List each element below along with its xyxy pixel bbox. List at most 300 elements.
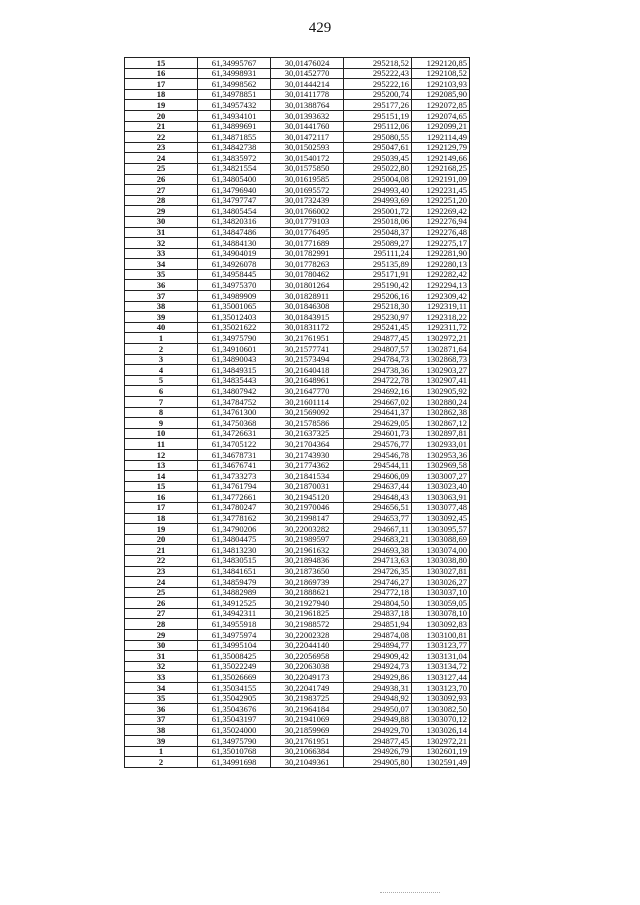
y-coordinate-cell: 1303063,91 [412, 492, 470, 503]
table-row [125, 68, 470, 79]
point-number-cell: 22 [125, 555, 198, 566]
table-row [125, 693, 470, 704]
y-coordinate-cell: 1303027,81 [412, 566, 470, 577]
y-coordinate-cell: 1292281,90 [412, 248, 470, 259]
latitude-cell: 61,34805400 [198, 174, 271, 185]
x-coordinate-cell: 295022,80 [344, 163, 412, 174]
y-coordinate-cell: 1303123,77 [412, 640, 470, 651]
longitude-cell: 30,21927940 [271, 598, 344, 609]
longitude-cell: 30,21637325 [271, 428, 344, 439]
latitude-cell: 61,34847486 [198, 227, 271, 238]
y-coordinate-cell: 1292074,65 [412, 110, 470, 121]
x-coordinate-cell: 294772,18 [344, 587, 412, 598]
table-row [125, 322, 470, 333]
x-coordinate-cell: 295206,16 [344, 291, 412, 302]
table-row [125, 524, 470, 535]
table-row [125, 58, 470, 69]
table-row [125, 89, 470, 100]
latitude-cell: 61,34797747 [198, 195, 271, 206]
y-coordinate-cell: 1302972,21 [412, 736, 470, 747]
point-number-cell: 1 [125, 746, 198, 757]
latitude-cell: 61,35024000 [198, 725, 271, 736]
y-coordinate-cell: 1302880,24 [412, 397, 470, 408]
x-coordinate-cell: 294738,36 [344, 365, 412, 376]
point-number-cell: 29 [125, 630, 198, 641]
latitude-cell: 61,34807942 [198, 386, 271, 397]
latitude-cell: 61,34842738 [198, 142, 271, 153]
x-coordinate-cell: 294877,45 [344, 736, 412, 747]
point-number-cell: 40 [125, 322, 198, 333]
longitude-cell: 30,01776495 [271, 227, 344, 238]
longitude-cell: 30,01766002 [271, 206, 344, 217]
table-row [125, 746, 470, 757]
latitude-cell: 61,34975370 [198, 280, 271, 291]
table-row [125, 439, 470, 450]
page-number: 429 [308, 20, 332, 36]
y-coordinate-cell: 1303077,48 [412, 502, 470, 513]
x-coordinate-cell: 294692,16 [344, 386, 412, 397]
x-coordinate-cell: 294656,51 [344, 502, 412, 513]
table-row [125, 481, 470, 492]
x-coordinate-cell: 294637,44 [344, 481, 412, 492]
x-coordinate-cell: 294929,86 [344, 672, 412, 683]
x-coordinate-cell: 294629,05 [344, 418, 412, 429]
table-row [125, 259, 470, 270]
point-number-cell: 15 [125, 58, 198, 69]
point-number-cell: 18 [125, 89, 198, 100]
latitude-cell: 61,35034155 [198, 683, 271, 694]
y-coordinate-cell: 1292319,11 [412, 301, 470, 312]
y-coordinate-cell: 1303092,45 [412, 513, 470, 524]
longitude-cell: 30,22002328 [271, 630, 344, 641]
x-coordinate-cell: 294949,88 [344, 714, 412, 725]
table-row [125, 110, 470, 121]
x-coordinate-cell: 294950,07 [344, 704, 412, 715]
longitude-cell: 30,01502593 [271, 142, 344, 153]
latitude-cell: 61,35001065 [198, 301, 271, 312]
point-number-cell: 36 [125, 704, 198, 715]
latitude-cell: 61,34821554 [198, 163, 271, 174]
latitude-cell: 61,34820316 [198, 216, 271, 227]
y-coordinate-cell: 1292311,72 [412, 322, 470, 333]
point-number-cell: 24 [125, 577, 198, 588]
latitude-cell: 61,34705122 [198, 439, 271, 450]
table-row [125, 651, 470, 662]
x-coordinate-cell: 295111,24 [344, 248, 412, 259]
y-coordinate-cell: 1303038,80 [412, 555, 470, 566]
point-number-cell: 31 [125, 651, 198, 662]
point-number-cell: 30 [125, 216, 198, 227]
y-coordinate-cell: 1302933,01 [412, 439, 470, 450]
x-coordinate-cell: 294948,92 [344, 693, 412, 704]
x-coordinate-cell: 294726,35 [344, 566, 412, 577]
y-coordinate-cell: 1292275,17 [412, 238, 470, 249]
x-coordinate-cell: 295089,27 [344, 238, 412, 249]
point-number-cell: 32 [125, 661, 198, 672]
point-number-cell: 26 [125, 598, 198, 609]
longitude-cell: 30,21743930 [271, 449, 344, 460]
x-coordinate-cell: 294648,43 [344, 492, 412, 503]
longitude-cell: 30,01843915 [271, 312, 344, 323]
table-row [125, 206, 470, 217]
x-coordinate-cell: 294807,57 [344, 344, 412, 355]
latitude-cell: 61,34835972 [198, 153, 271, 164]
longitude-cell: 30,01575850 [271, 163, 344, 174]
footer-dotted-line [380, 892, 440, 893]
y-coordinate-cell: 1302862,38 [412, 407, 470, 418]
point-number-cell: 5 [125, 375, 198, 386]
latitude-cell: 61,34726631 [198, 428, 271, 439]
y-coordinate-cell: 1303078,10 [412, 608, 470, 619]
table-row [125, 736, 470, 747]
latitude-cell: 61,34998562 [198, 79, 271, 90]
x-coordinate-cell: 294601,73 [344, 428, 412, 439]
x-coordinate-cell: 294993,40 [344, 185, 412, 196]
table-row [125, 344, 470, 355]
point-number-cell: 7 [125, 397, 198, 408]
point-number-cell: 22 [125, 132, 198, 143]
table-row [125, 195, 470, 206]
y-coordinate-cell: 1303123,70 [412, 683, 470, 694]
longitude-cell: 30,01411778 [271, 89, 344, 100]
longitude-cell: 30,22063038 [271, 661, 344, 672]
longitude-cell: 30,01828911 [271, 291, 344, 302]
y-coordinate-cell: 1302867,12 [412, 418, 470, 429]
point-number-cell: 35 [125, 269, 198, 280]
table-row [125, 174, 470, 185]
latitude-cell: 61,34975974 [198, 630, 271, 641]
latitude-cell: 61,34772661 [198, 492, 271, 503]
x-coordinate-cell: 295135,89 [344, 259, 412, 270]
table-row [125, 365, 470, 376]
latitude-cell: 61,34934101 [198, 110, 271, 121]
table-row [125, 661, 470, 672]
table-row [125, 333, 470, 344]
y-coordinate-cell: 1303095,57 [412, 524, 470, 535]
longitude-cell: 30,21945120 [271, 492, 344, 503]
table-row [125, 566, 470, 577]
longitude-cell: 30,01476024 [271, 58, 344, 69]
longitude-cell: 30,21870031 [271, 481, 344, 492]
y-coordinate-cell: 1292294,13 [412, 280, 470, 291]
y-coordinate-cell: 1302897,81 [412, 428, 470, 439]
point-number-cell: 21 [125, 545, 198, 556]
x-coordinate-cell: 294837,18 [344, 608, 412, 619]
table-row [125, 142, 470, 153]
latitude-cell: 61,34995104 [198, 640, 271, 651]
point-number-cell: 24 [125, 153, 198, 164]
point-number-cell: 17 [125, 79, 198, 90]
y-coordinate-cell: 1303082,50 [412, 704, 470, 715]
latitude-cell: 61,34805454 [198, 206, 271, 217]
latitude-cell: 61,34884130 [198, 238, 271, 249]
longitude-cell: 30,21888621 [271, 587, 344, 598]
y-coordinate-cell: 1292120,85 [412, 58, 470, 69]
longitude-cell: 30,21647770 [271, 386, 344, 397]
latitude-cell: 61,35010768 [198, 746, 271, 757]
latitude-cell: 61,34761794 [198, 481, 271, 492]
table-row [125, 100, 470, 111]
latitude-cell: 61,35026669 [198, 672, 271, 683]
longitude-cell: 30,01782991 [271, 248, 344, 259]
x-coordinate-cell: 295039,45 [344, 153, 412, 164]
point-number-cell: 18 [125, 513, 198, 524]
x-coordinate-cell: 294546,78 [344, 449, 412, 460]
latitude-cell: 61,35008425 [198, 651, 271, 662]
y-coordinate-cell: 1303026,14 [412, 725, 470, 736]
y-coordinate-cell: 1292251,20 [412, 195, 470, 206]
point-number-cell: 14 [125, 471, 198, 482]
y-coordinate-cell: 1302969,58 [412, 460, 470, 471]
coordinates-table [124, 57, 470, 768]
table-row [125, 269, 470, 280]
table-row [125, 121, 470, 132]
table-row [125, 757, 470, 768]
longitude-cell: 30,21648961 [271, 375, 344, 386]
table-row [125, 407, 470, 418]
latitude-cell: 61,34910601 [198, 344, 271, 355]
point-number-cell: 38 [125, 301, 198, 312]
longitude-cell: 30,21988572 [271, 619, 344, 630]
x-coordinate-cell: 294877,45 [344, 333, 412, 344]
point-number-cell: 19 [125, 524, 198, 535]
latitude-cell: 61,34790206 [198, 524, 271, 535]
longitude-cell: 30,01444214 [271, 79, 344, 90]
point-number-cell: 35 [125, 693, 198, 704]
longitude-cell: 30,21970046 [271, 502, 344, 513]
longitude-cell: 30,21989597 [271, 534, 344, 545]
y-coordinate-cell: 1302972,21 [412, 333, 470, 344]
point-number-cell: 28 [125, 619, 198, 630]
y-coordinate-cell: 1303026,27 [412, 577, 470, 588]
y-coordinate-cell: 1292168,25 [412, 163, 470, 174]
latitude-cell: 61,34678731 [198, 449, 271, 460]
y-coordinate-cell: 1292191,09 [412, 174, 470, 185]
table-row [125, 502, 470, 513]
longitude-cell: 30,21961632 [271, 545, 344, 556]
longitude-cell: 30,22056958 [271, 651, 344, 662]
point-number-cell: 1 [125, 333, 198, 344]
point-number-cell: 11 [125, 439, 198, 450]
longitude-cell: 30,21859969 [271, 725, 344, 736]
latitude-cell: 61,34830515 [198, 555, 271, 566]
longitude-cell: 30,21961825 [271, 608, 344, 619]
point-number-cell: 19 [125, 100, 198, 111]
point-number-cell: 32 [125, 238, 198, 249]
x-coordinate-cell: 295222,16 [344, 79, 412, 90]
y-coordinate-cell: 1292282,42 [412, 269, 470, 280]
point-number-cell: 39 [125, 736, 198, 747]
latitude-cell: 61,34841651 [198, 566, 271, 577]
y-coordinate-cell: 1303074,00 [412, 545, 470, 556]
y-coordinate-cell: 1292231,45 [412, 185, 470, 196]
longitude-cell: 30,01831172 [271, 322, 344, 333]
x-coordinate-cell: 295048,37 [344, 227, 412, 238]
point-number-cell: 23 [125, 142, 198, 153]
y-coordinate-cell: 1302868,73 [412, 354, 470, 365]
table-row [125, 418, 470, 429]
table-row [125, 555, 470, 566]
x-coordinate-cell: 294606,09 [344, 471, 412, 482]
y-coordinate-cell: 1303127,44 [412, 672, 470, 683]
latitude-cell: 61,34882989 [198, 587, 271, 598]
y-coordinate-cell: 1292072,85 [412, 100, 470, 111]
table-row [125, 683, 470, 694]
longitude-cell: 30,01540172 [271, 153, 344, 164]
point-number-cell: 23 [125, 566, 198, 577]
y-coordinate-cell: 1292085,90 [412, 89, 470, 100]
point-number-cell: 25 [125, 163, 198, 174]
table-row [125, 79, 470, 90]
y-coordinate-cell: 1292114,49 [412, 132, 470, 143]
table-row [125, 672, 470, 683]
x-coordinate-cell: 295171,91 [344, 269, 412, 280]
point-number-cell: 16 [125, 492, 198, 503]
point-number-cell: 8 [125, 407, 198, 418]
latitude-cell: 61,34991698 [198, 757, 271, 768]
x-coordinate-cell: 295230,97 [344, 312, 412, 323]
y-coordinate-cell: 1303100,81 [412, 630, 470, 641]
table-row [125, 545, 470, 556]
longitude-cell: 30,22044140 [271, 640, 344, 651]
y-coordinate-cell: 1303007,27 [412, 471, 470, 482]
x-coordinate-cell: 294683,21 [344, 534, 412, 545]
y-coordinate-cell: 1303092,83 [412, 619, 470, 630]
latitude-cell: 61,34890043 [198, 354, 271, 365]
latitude-cell: 61,34957432 [198, 100, 271, 111]
longitude-cell: 30,21873650 [271, 566, 344, 577]
table-row [125, 714, 470, 725]
longitude-cell: 30,21869739 [271, 577, 344, 588]
point-number-cell: 21 [125, 121, 198, 132]
table-row [125, 619, 470, 630]
x-coordinate-cell: 294667,11 [344, 524, 412, 535]
longitude-cell: 30,21941069 [271, 714, 344, 725]
point-number-cell: 20 [125, 110, 198, 121]
longitude-cell: 30,22049173 [271, 672, 344, 683]
table-row [125, 608, 470, 619]
y-coordinate-cell: 1303059,05 [412, 598, 470, 609]
table-row [125, 227, 470, 238]
table-row [125, 153, 470, 164]
y-coordinate-cell: 1302953,36 [412, 449, 470, 460]
point-number-cell: 10 [125, 428, 198, 439]
x-coordinate-cell: 295222,43 [344, 68, 412, 79]
point-number-cell: 9 [125, 418, 198, 429]
point-number-cell: 38 [125, 725, 198, 736]
table-row [125, 386, 470, 397]
longitude-cell: 30,01441760 [271, 121, 344, 132]
longitude-cell: 30,21964184 [271, 704, 344, 715]
y-coordinate-cell: 1303023,40 [412, 481, 470, 492]
table-row [125, 216, 470, 227]
x-coordinate-cell: 294667,02 [344, 397, 412, 408]
table-row [125, 704, 470, 715]
x-coordinate-cell: 295080,55 [344, 132, 412, 143]
latitude-cell: 61,34975790 [198, 333, 271, 344]
point-number-cell: 16 [125, 68, 198, 79]
latitude-cell: 61,34978851 [198, 89, 271, 100]
y-coordinate-cell: 1302601,19 [412, 746, 470, 757]
longitude-cell: 30,21066384 [271, 746, 344, 757]
x-coordinate-cell: 294746,27 [344, 577, 412, 588]
point-number-cell: 4 [125, 365, 198, 376]
point-number-cell: 2 [125, 757, 198, 768]
latitude-cell: 61,35012403 [198, 312, 271, 323]
longitude-cell: 30,01472117 [271, 132, 344, 143]
table-row [125, 301, 470, 312]
y-coordinate-cell: 1292276,48 [412, 227, 470, 238]
table-row [125, 280, 470, 291]
latitude-cell: 61,34761300 [198, 407, 271, 418]
x-coordinate-cell: 295190,42 [344, 280, 412, 291]
latitude-cell: 61,35043197 [198, 714, 271, 725]
y-coordinate-cell: 1292149,66 [412, 153, 470, 164]
longitude-cell: 30,01846308 [271, 301, 344, 312]
y-coordinate-cell: 1292280,13 [412, 259, 470, 270]
x-coordinate-cell: 295177,26 [344, 100, 412, 111]
x-coordinate-cell: 294894,77 [344, 640, 412, 651]
point-number-cell: 12 [125, 449, 198, 460]
y-coordinate-cell: 1292129,79 [412, 142, 470, 153]
point-number-cell: 3 [125, 354, 198, 365]
y-coordinate-cell: 1303134,72 [412, 661, 470, 672]
x-coordinate-cell: 294909,42 [344, 651, 412, 662]
y-coordinate-cell: 1302907,41 [412, 375, 470, 386]
table-row [125, 375, 470, 386]
y-coordinate-cell: 1292269,42 [412, 206, 470, 217]
table-row [125, 291, 470, 302]
y-coordinate-cell: 1303037,10 [412, 587, 470, 598]
longitude-cell: 30,01778263 [271, 259, 344, 270]
longitude-cell: 30,01452770 [271, 68, 344, 79]
point-number-cell: 20 [125, 534, 198, 545]
latitude-cell: 61,34780247 [198, 502, 271, 513]
x-coordinate-cell: 295018,06 [344, 216, 412, 227]
point-number-cell: 31 [125, 227, 198, 238]
point-number-cell: 30 [125, 640, 198, 651]
longitude-cell: 30,21049361 [271, 757, 344, 768]
table-row [125, 428, 470, 439]
table-row [125, 471, 470, 482]
x-coordinate-cell: 294924,73 [344, 661, 412, 672]
latitude-cell: 61,34995767 [198, 58, 271, 69]
longitude-cell: 30,01771689 [271, 238, 344, 249]
point-number-cell: 37 [125, 714, 198, 725]
x-coordinate-cell: 294851,94 [344, 619, 412, 630]
latitude-cell: 61,34958445 [198, 269, 271, 280]
x-coordinate-cell: 294993,69 [344, 195, 412, 206]
x-coordinate-cell: 294929,70 [344, 725, 412, 736]
x-coordinate-cell: 294804,50 [344, 598, 412, 609]
table-row [125, 238, 470, 249]
latitude-cell: 61,34804475 [198, 534, 271, 545]
y-coordinate-cell: 1303070,12 [412, 714, 470, 725]
point-number-cell: 34 [125, 683, 198, 694]
longitude-cell: 30,22041749 [271, 683, 344, 694]
point-number-cell: 34 [125, 259, 198, 270]
longitude-cell: 30,01393632 [271, 110, 344, 121]
longitude-cell: 30,21894836 [271, 555, 344, 566]
longitude-cell: 30,21704364 [271, 439, 344, 450]
longitude-cell: 30,01779103 [271, 216, 344, 227]
point-number-cell: 17 [125, 502, 198, 513]
latitude-cell: 61,34859479 [198, 577, 271, 588]
longitude-cell: 30,21841534 [271, 471, 344, 482]
latitude-cell: 61,35043676 [198, 704, 271, 715]
x-coordinate-cell: 295004,08 [344, 174, 412, 185]
longitude-cell: 30,21601114 [271, 397, 344, 408]
